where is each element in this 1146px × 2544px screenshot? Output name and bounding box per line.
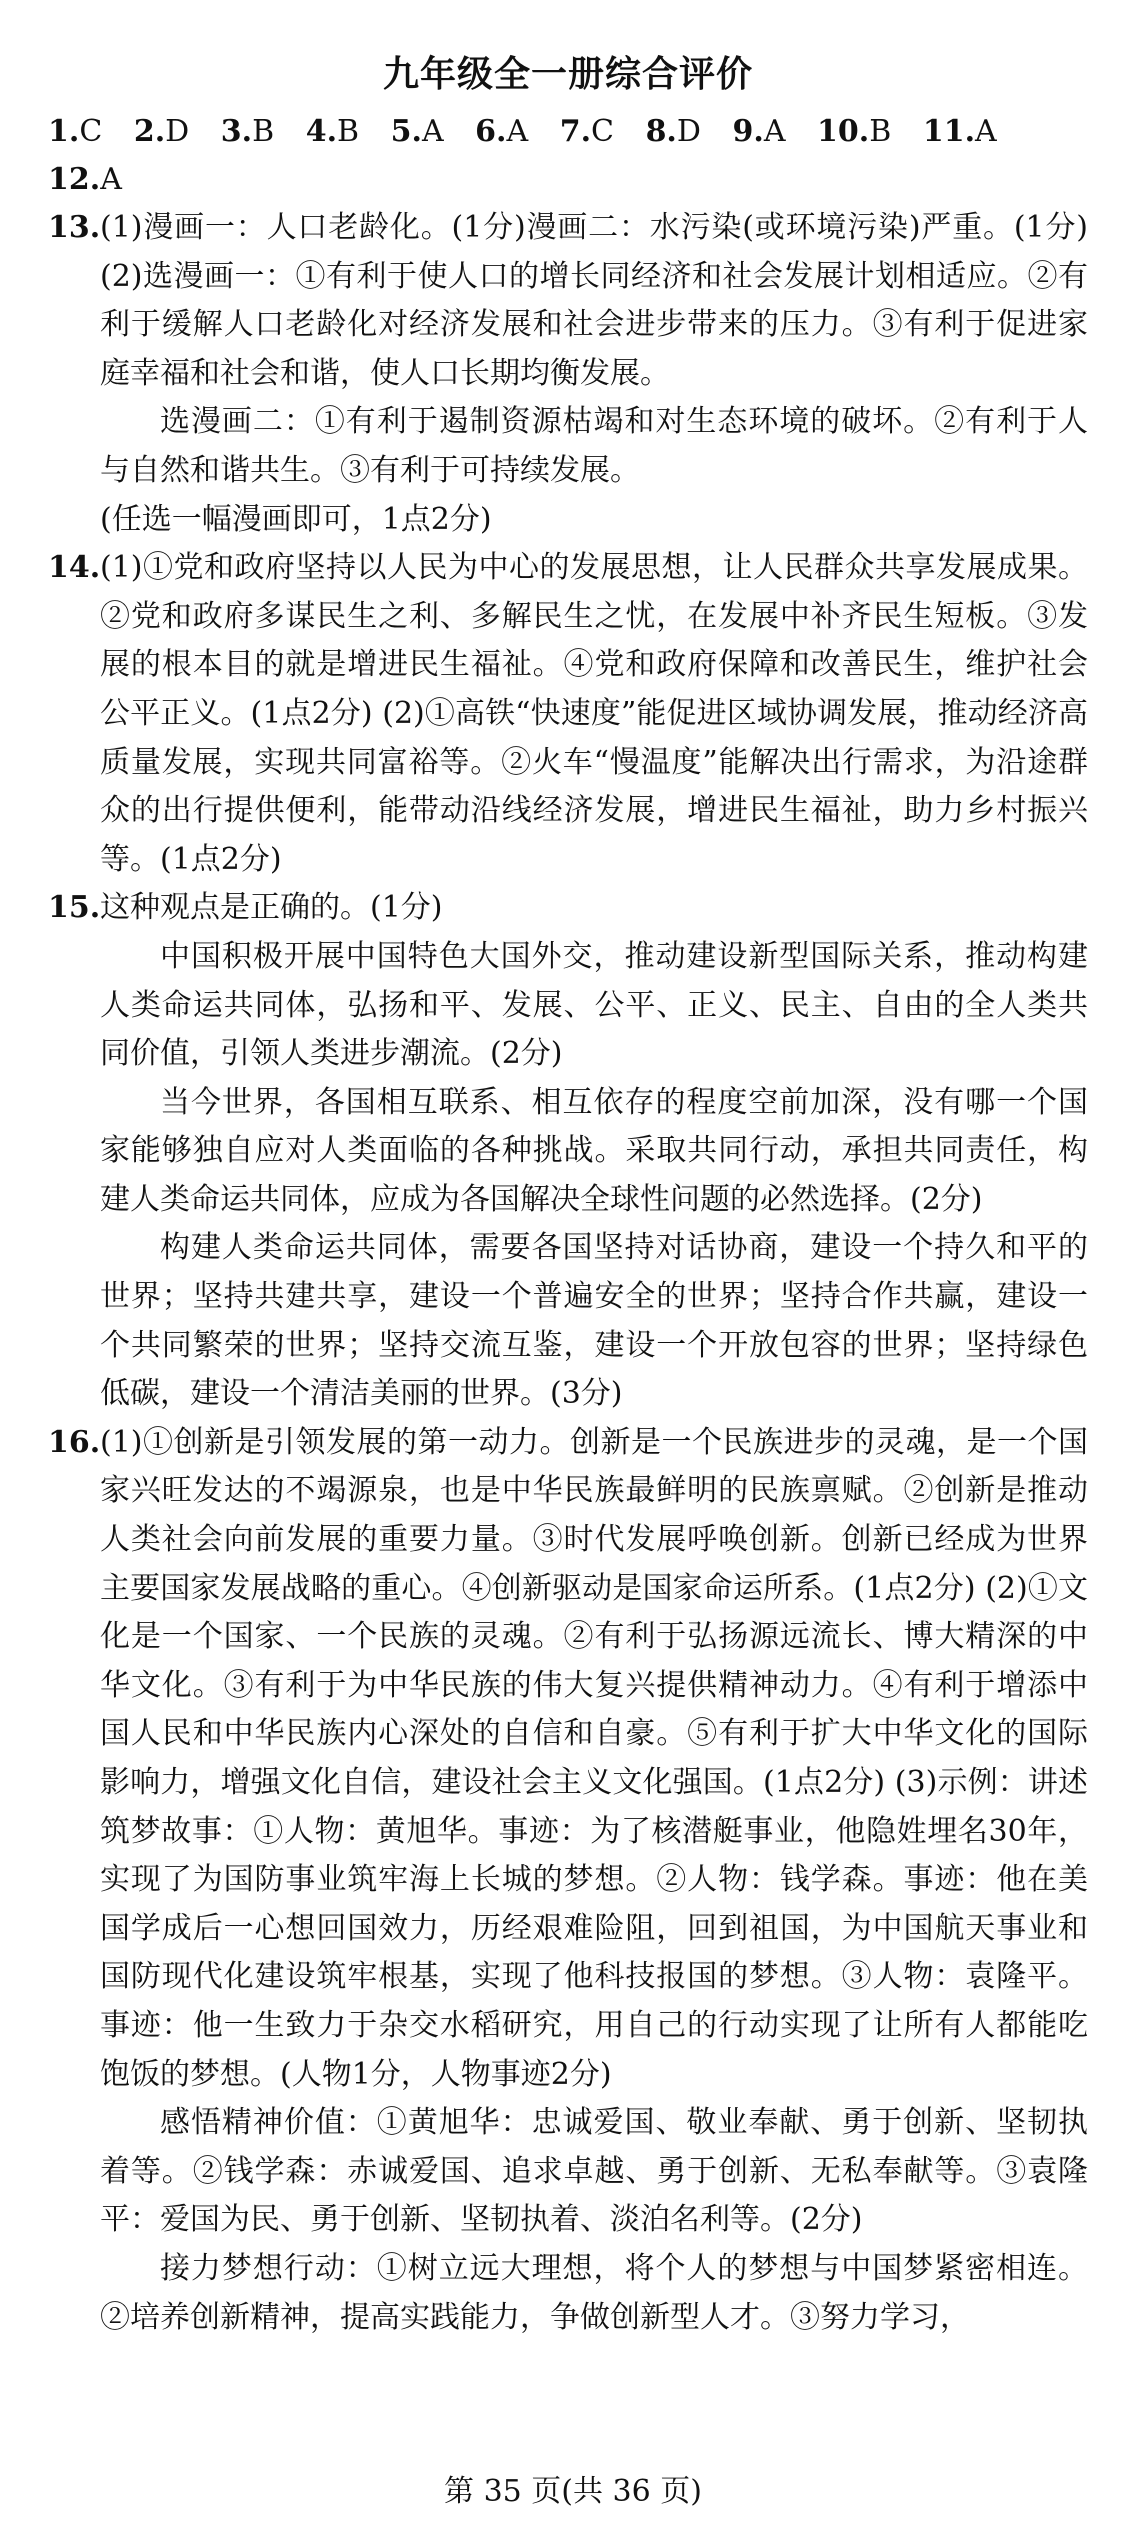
mc-answer: 3.B (220, 114, 275, 149)
question-number: 14. (48, 550, 101, 586)
mc-answer: 8.D (645, 114, 701, 149)
mc-answers-row (48, 156, 1088, 204)
answer-paragraph: 这种观点是正确的。(1分) (100, 890, 443, 926)
answer-paragraph: (任选一幅漫画即可，1点2分) (100, 501, 492, 537)
mc-answer: 10.B (817, 114, 892, 149)
mc-answer: 6.A (475, 114, 529, 149)
answer-paragraph: 中国积极开展中国特色大国外交，推动建设新型国际关系，推动构建人类命运共同体，弘扬和平、发展、公平、正义、民主、自由的全人类共同价值，引领人类进步潮流。(2分) (100, 938, 1088, 1072)
question-number: 16. (48, 1424, 101, 1460)
question-number: 13. (48, 210, 101, 245)
answer-paragraph: 接力梦想行动：①树立远大理想，将个人的梦想与中国梦紧密相连。②培养创新精神，提高实践能力，争做创新型人才。③努力学习， (100, 2250, 1088, 2335)
question-14 (48, 544, 1088, 884)
mc-answers-row (48, 108, 1088, 156)
answer-paragraph: (1)漫画一：人口老龄化。(1分)漫画二：水污染(或环境污染)严重。(1分) (2)选漫画一：①有利于使人口的增长同经济和社会发展计划相适应。②有利于缓解人口老龄化对经济发展和社会进步带来的压力。③有利于促进家庭幸福和社会和谐，使人口长期均衡发展。 (100, 210, 1088, 391)
page-title: 九年级全一册综合评价 (382, 53, 753, 95)
answer-paragraph: 构建人类命运共同体，需要各国坚持对话协商，建设一个持久和平的世界；坚持共建共享，建设一个普遍安全的世界；坚持合作共赢，建设一个共同繁荣的世界；坚持交流互鉴，建设一个开放包容的世界；坚持绿色低碳，建设一个清洁美丽的世界。(3分) (100, 1230, 1088, 1412)
question-number: 15. (48, 890, 101, 926)
question-13 (48, 204, 1088, 544)
mc-answer: 11.A (922, 114, 997, 149)
mc-answer: 7.C (559, 114, 615, 149)
mc-answer: 1.C (48, 114, 103, 149)
question-16 (48, 1419, 1088, 2342)
mc-answer: 12.A (48, 162, 122, 197)
answer-paragraph: 感悟精神价值：①黄旭华：忠诚爱国、敬业奉献、勇于创新、坚韧执着等。②钱学森：赤诚爱国、追求卓越、勇于创新、无私奉献等。③袁隆平：爱国为民、勇于创新、坚韧执着、淡泊名利等。(2分) (100, 2105, 1088, 2238)
mc-answer: 2.D (133, 114, 190, 149)
page-footer: 第 35 页(共 36 页) (444, 2474, 702, 2509)
mc-answer: 5.A (390, 114, 444, 149)
mc-answer: 4.B (305, 114, 360, 149)
answer-paragraph: 当今世界，各国相互联系、相互依存的程度空前加深，没有哪一个国家能够独自应对人类面临的各种挑战。采取共同行动，承担共同责任，构建人类命运共同体，应成为各国解决全球性问题的必然选择。(2分) (100, 1084, 1088, 1217)
answer-paragraph: 选漫画二：①有利于遏制资源枯竭和对生态环境的破坏。②有利于人与自然和谐共生。③有利于可持续发展。 (100, 404, 1088, 488)
answer-paragraph: (1)①党和政府坚持以人民为中心的发展思想，让人民群众共享发展成果。②党和政府多谋民生之利、多解民生之忧，在发展中补齐民生短板。③发展的根本目的就是增进民生福祉。④党和政府保障和改善民生，维护社会公平正义。(1点2分) (2)①高铁“快速度”能促进区域协调发展，推动经济高质量发展，实现共同富裕等。②火车“慢温度”能解决出行需求，为沿途群众的出行提供便利，能带动沿线经济发展，增进民生福祉，助力乡村振兴等。(1点2分) (100, 550, 1088, 877)
question-15 (48, 884, 1088, 1419)
answer-paragraph: (1)①创新是引领发展的第一动力。创新是一个民族进步的灵魂，是一个国家兴旺发达的不竭源泉，也是中华民族最鲜明的民族禀赋。②创新是推动人类社会向前发展的重要力量。③时代发展呼唤创新。创新已经成为世界主要国家发展战略的重心。④创新驱动是国家命运所系。(1点2分) (2)①文化是一个国家、一个民族的灵魂。②有利于弘扬源远流长、博大精深的中华文化。③有利于为中华民族的伟大复兴提供精神动力。④有利于增添中国人民和中华民族内心深处的自信和自豪。⑤有利于扩大中华文化的国际影响力，增强文化自信，建设社会主义文化强国。(1点2分) (3)示例：讲述筑梦故事：①人物：黄旭华。事迹：为了核潜艇事业，他隐姓埋名30年，实现了为国防事业筑牢海上长城的梦想。②人物：钱学森。事迹：他在美国学成后一心想回国效力，历经艰难险阻，回到祖国，为中国航天事业和国防现代化建设筑牢根基，实现了他科技报国的梦想。③人物：袁隆平。事迹：他一生致力于杂交水稻研究，用自己的行动实现了让所有人都能吃饱饭的梦想。(人物1分，人物事迹2分) (100, 1424, 1088, 2092)
mc-answer: 9.A (732, 114, 786, 149)
